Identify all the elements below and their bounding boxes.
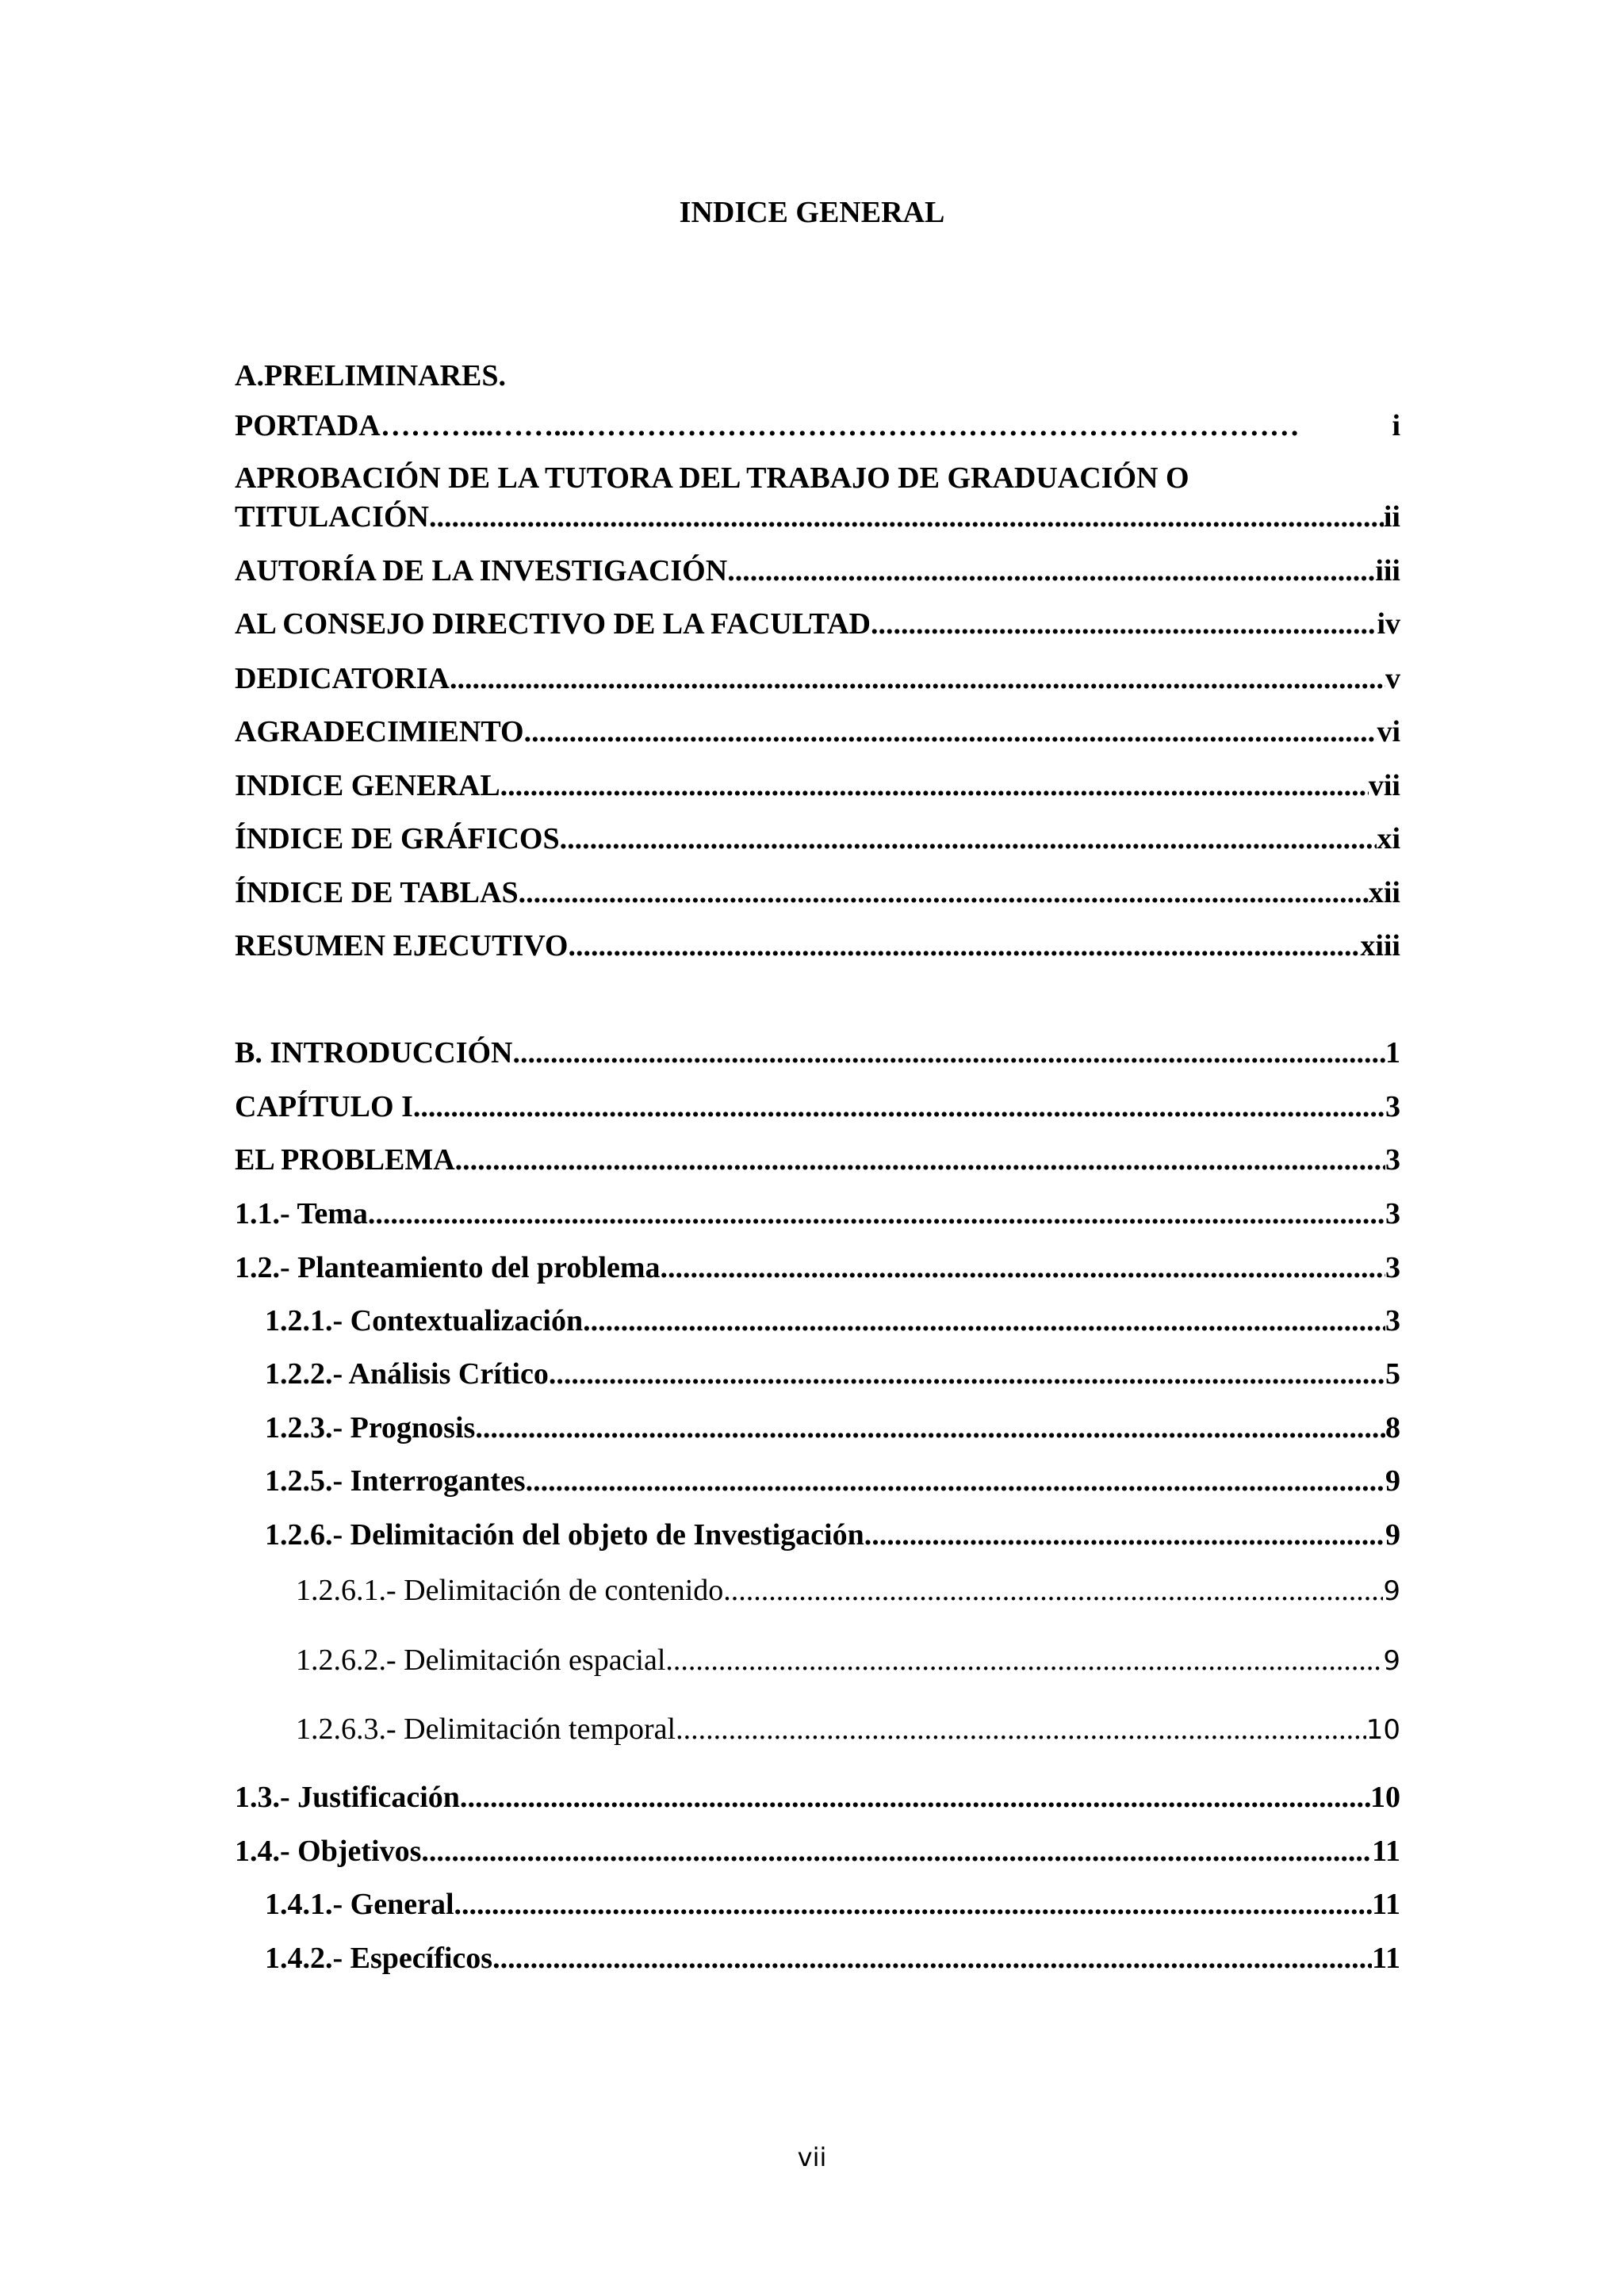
toc-entry-leader	[556, 1350, 1385, 1398]
toc-entry-leader	[492, 1934, 1372, 1982]
toc-entry-leader	[454, 1881, 1373, 1928]
toc-entry-introduccion[interactable]	[235, 1029, 1400, 1077]
toc-entry-leader	[583, 1297, 1385, 1345]
toc-entry-label: B. INTRODUCCIÓN	[235, 1036, 513, 1070]
toc-entry-page: v	[1385, 662, 1400, 695]
toc-entry-leader	[450, 655, 1385, 702]
toc-entry-page: 1	[1385, 1036, 1400, 1070]
toc-entry-leader: ………...……...………………………………………………………………	[380, 409, 1300, 442]
toc-entry-page: 11	[1372, 1888, 1400, 1921]
toc-entry-page: 9	[1385, 1518, 1400, 1552]
toc-entry-leader	[455, 1136, 1385, 1184]
toc-entry-capitulo-1[interactable]	[235, 1083, 1400, 1131]
toc-entry-leader	[483, 1404, 1385, 1452]
toc-entry-page: 9	[1385, 1464, 1400, 1498]
toc-entry-page: 3	[1385, 1251, 1400, 1284]
toc-entry-label: 1.2.- Planteamiento del problema.	[235, 1251, 668, 1284]
toc-entry-page: 9	[1383, 1575, 1400, 1607]
toc-entry-page: 3	[1385, 1143, 1400, 1177]
toc-entry-page: 3	[1385, 1304, 1400, 1337]
toc-entry-label: PORTADA	[235, 409, 381, 442]
toc-entry-el-problema[interactable]	[235, 1136, 1400, 1184]
toc-entry-page: 5	[1385, 1357, 1400, 1391]
toc-entry-leader	[871, 600, 1377, 648]
toc-entry-leader	[727, 547, 1375, 595]
toc-entry-label: 1.1.- Tema	[235, 1197, 368, 1230]
toc-entry-label: 1.2.6.2.- Delimitación espacial	[296, 1644, 666, 1677]
toc-entry-label: EL PROBLEMA	[235, 1143, 455, 1177]
toc-entry-label: 1.2.3.- Prognosis.	[265, 1411, 483, 1445]
toc-entry-1-2[interactable]	[235, 1244, 1400, 1292]
toc-entry-leader	[871, 1511, 1385, 1559]
toc-entry-autoria[interactable]	[235, 547, 1400, 595]
toc-entry-label: 1.2.1.- Contextualización	[265, 1304, 584, 1337]
toc-entry-1-2-5[interactable]	[265, 1457, 1400, 1505]
toc-entry-label: 1.2.2.- Análisis Crítico.	[265, 1357, 557, 1391]
toc-entry-dedicatoria[interactable]	[235, 655, 1400, 702]
toc-entry-1-1[interactable]	[235, 1190, 1400, 1238]
toc-entry-page: vi	[1377, 715, 1400, 748]
toc-entry-aprobacion-line1[interactable]: APROBACIÓN DE LA TUTORA DEL TRABAJO DE GRADUACIÓN O	[235, 461, 1189, 495]
toc-entry-label: 1.4.2.- Específicos	[265, 1942, 493, 1975]
toc-entry-page: xiii	[1360, 929, 1400, 962]
toc-entry-indice-general[interactable]	[235, 762, 1400, 809]
toc-entry-1-2-6-1[interactable]	[296, 1567, 1400, 1615]
toc-entry-indice-graficos[interactable]	[235, 815, 1400, 863]
toc-entry-label: ÍNDICE DE GRÁFICOS	[235, 822, 560, 855]
toc-entry-page: 11	[1372, 1942, 1400, 1975]
toc-entry-label: CAPÍTULO I	[235, 1090, 413, 1123]
toc-entry-leader	[676, 1705, 1366, 1753]
toc-entry-aprobacion[interactable]	[235, 493, 1400, 541]
toc-entry-label: DEDICATORIA	[235, 662, 450, 695]
toc-entry-leader	[723, 1567, 1383, 1614]
toc-entry-1-2-3[interactable]	[265, 1404, 1400, 1452]
toc-entry-leader	[429, 1827, 1372, 1875]
toc-entry-1-2-6-3[interactable]	[296, 1705, 1400, 1754]
toc-entry-resumen[interactable]	[235, 922, 1400, 970]
toc-entry-label: INDICE GENERAL	[235, 769, 500, 802]
toc-entry-label: 1.4.1.- General	[265, 1888, 454, 1921]
toc-entry-label: AGRADECIMIENTO	[235, 715, 524, 748]
toc-entry-label: 1.4.- Objetivos.	[235, 1835, 429, 1868]
toc-entry-label: ÍNDICE DE TABLAS	[235, 876, 519, 909]
toc-entry-agradecimiento[interactable]	[235, 708, 1400, 756]
toc-entry-leader	[512, 1029, 1385, 1077]
toc-entry-page: iv	[1377, 607, 1400, 641]
toc-entry-page: 10	[1370, 1781, 1400, 1814]
toc-entry-label: 1.2.5.- Interrogantes.	[265, 1464, 534, 1498]
toc-entry-label: 1.2.6.1.- Delimitación de contenido	[296, 1574, 724, 1607]
toc-entry-page: xi	[1377, 822, 1400, 855]
toc-entry-1-2-2[interactable]	[265, 1350, 1400, 1398]
toc-entry-page: xii	[1368, 876, 1400, 909]
section-heading-preliminares: A.PRELIMINARES.	[235, 359, 507, 392]
toc-entry-leader	[368, 1190, 1385, 1238]
toc-entry-page: 9	[1383, 1645, 1400, 1677]
toc-entry-leader	[665, 1636, 1383, 1684]
toc-entry-leader	[500, 762, 1369, 809]
toc-entry-label: 1.2.6.3.- Delimitación temporal	[296, 1712, 676, 1746]
toc-entry-label: RESUMEN EJECUTIVO	[235, 929, 569, 962]
toc-entry-page: iii	[1375, 554, 1400, 587]
footer-page-number: vii	[797, 2142, 827, 2172]
toc-entry-page: ii	[1383, 500, 1400, 534]
toc-entry-portada[interactable]	[235, 402, 1400, 450]
toc-entry-page: vii	[1368, 769, 1400, 802]
toc-entry-1-4[interactable]	[235, 1827, 1400, 1875]
toc-entry-leader	[436, 493, 1383, 541]
toc-entry-1-2-1[interactable]	[265, 1297, 1400, 1345]
toc-entry-label: AUTORÍA DE LA INVESTIGACIÓN	[235, 554, 728, 587]
toc-entry-1-2-6-2[interactable]	[296, 1636, 1400, 1685]
toc-entry-page: 3	[1385, 1090, 1400, 1123]
toc-entry-1-3[interactable]	[235, 1774, 1400, 1821]
toc-entry-leader	[668, 1244, 1385, 1292]
toc-entry-page: 8	[1385, 1411, 1400, 1445]
toc-entry-1-4-1[interactable]	[265, 1881, 1400, 1928]
toc-entry-page: 3	[1385, 1197, 1400, 1230]
toc-entry-1-4-2[interactable]	[265, 1934, 1400, 1982]
toc-entry-page: i	[1392, 409, 1400, 442]
toc-entry-consejo[interactable]	[235, 600, 1400, 648]
toc-entry-1-2-6[interactable]	[265, 1511, 1400, 1559]
toc-entry-leader	[467, 1774, 1370, 1821]
toc-entry-label: 1.2.6.- Delimitación del objeto de Investigación.	[265, 1518, 872, 1552]
toc-entry-label: AL CONSEJO DIRECTIVO DE LA FACULTAD	[235, 607, 871, 641]
toc-entry-page: 10	[1365, 1714, 1400, 1746]
toc-entry-leader	[524, 708, 1377, 756]
toc-entry-leader	[413, 1083, 1385, 1131]
toc-entry-page: 11	[1372, 1835, 1400, 1868]
toc-entry-leader	[568, 922, 1360, 970]
toc-entry-label: 1.3.- Justificación.	[235, 1781, 468, 1814]
toc-entry-leader	[519, 869, 1369, 916]
toc-entry-indice-tablas[interactable]	[235, 869, 1400, 916]
toc-entry-leader	[560, 815, 1377, 863]
toc-entry-label: TITULACIÓN.	[235, 500, 437, 534]
toc-entry-leader	[533, 1457, 1385, 1505]
page-title: INDICE GENERAL	[679, 196, 945, 229]
